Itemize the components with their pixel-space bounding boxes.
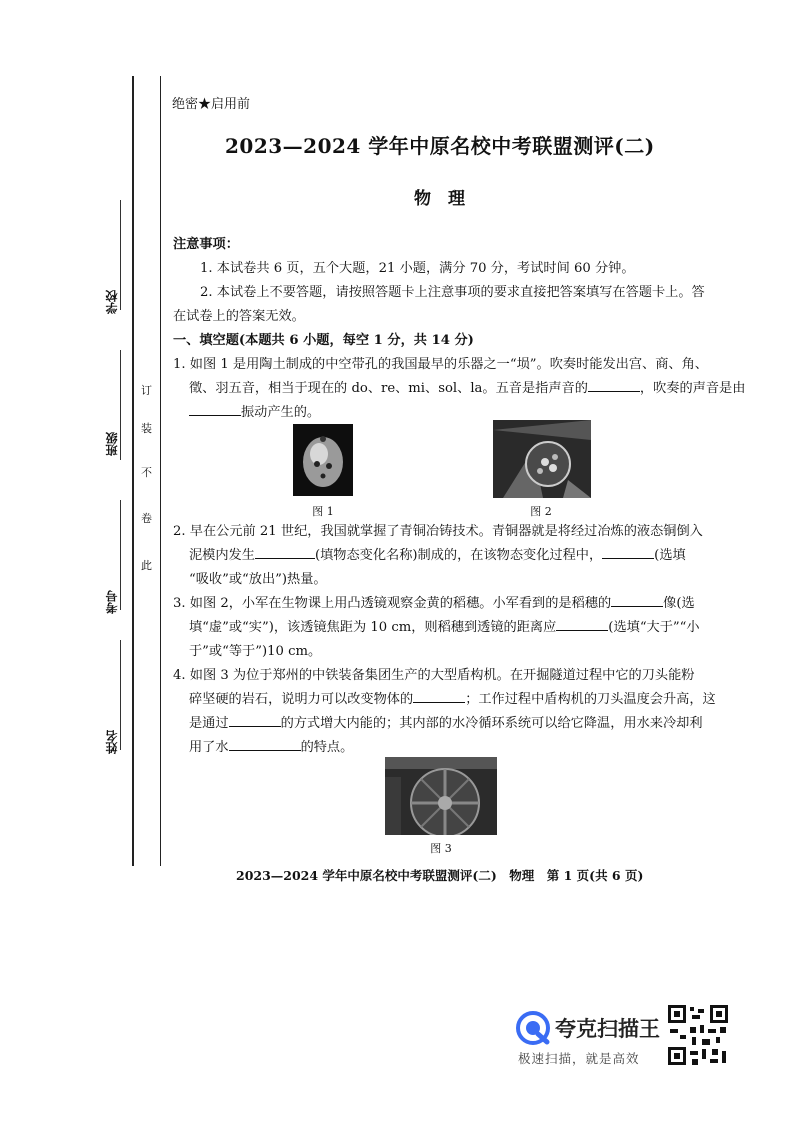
scanner-app-name: 夸克扫描王	[555, 1017, 660, 1041]
q4-text-4b: 的特点。	[300, 740, 354, 755]
school-label: 学校	[105, 290, 119, 314]
q1-blank-2	[189, 401, 241, 416]
q2-blank-2	[602, 544, 654, 559]
name-label: 姓名	[105, 730, 119, 754]
tunnel-boring-machine-icon	[385, 757, 497, 835]
q3-line-1	[173, 591, 695, 616]
q2-line-1: 2. 早在公元前 21 世纪，我国就掌握了青铜冶铸技术。青铜器就是将经过冶炼的液态铜倒入	[173, 524, 703, 539]
class-underline	[120, 350, 121, 460]
q1-text-3: 振动产生的。	[241, 405, 321, 420]
q4-text-2a: 碎坚硬的岩石，说明力可以改变物体的	[189, 692, 414, 707]
q2-text-2a: 泥模内发生	[189, 548, 255, 563]
q4-blank-1	[413, 688, 465, 703]
q2-blank-1	[255, 544, 315, 559]
section-heading: 一、填空题(本题共 6 小题，每空 1 分，共 14 分)	[173, 333, 474, 348]
q1-text-2a: 徵、羽五音，相当于现在的 do、re、mi、sol、la。五音是指声音的	[189, 381, 588, 396]
q2-line-3: “吸收”或“放出”)热量。	[189, 572, 327, 587]
notes-item-3: 在试卷上的答案无效。	[173, 309, 305, 324]
q2-line-2	[189, 543, 686, 568]
q4-line-2	[189, 687, 716, 712]
exam-title: 2023—2024 学年中原名校中考联盟测评(二)	[225, 134, 655, 158]
page-footer: 2023—2024 学年中原名校中考联盟测评(二) 物理 第 1 页(共 6 页)	[236, 868, 644, 883]
notes-item-2: 2. 本试卷上不要答题，请按照答题卡上注意事项的要求直接把答案填写在答题卡上。答	[200, 285, 705, 300]
q3-text-2b: (选填“大于”“小	[608, 620, 700, 635]
q1-text-2b: ，吹奏的声音是由	[639, 381, 746, 396]
q4-line-4	[189, 735, 353, 760]
figure-1-caption: 图 1	[312, 505, 334, 518]
figure-1-xun-image	[293, 424, 353, 496]
q4-text-3b: 的方式增大内能的；其内部的水冷循环系统可以给它降温，用水来冷却利	[280, 716, 703, 731]
q4-line-1: 4. 如图 3 为位于郑州的中铁装备集团生产的大型盾构机。在开掘隧道过程中它的刀头能粉	[173, 668, 695, 683]
q3-text-2a: 填“虚”或“实”)，该透镜焦距为 10 cm，则稻穗到透镜的距离应	[189, 620, 557, 635]
q4-blank-2	[229, 712, 281, 727]
q1-line-2	[189, 376, 745, 401]
lens-rice-icon	[493, 420, 591, 498]
figure-3-caption: 图 3	[430, 842, 452, 855]
figure-2-lens-image	[493, 420, 591, 498]
subject-title: 物 理	[414, 189, 465, 209]
xun-icon	[293, 424, 353, 496]
figure-3-tbm-image	[385, 757, 497, 835]
seal-char-3: 不	[141, 466, 152, 479]
secret-label: 绝密★启用前	[172, 97, 251, 112]
seal-char-2: 卷	[141, 512, 152, 525]
binding-line-inner	[160, 76, 161, 866]
q1-blank-1	[588, 377, 640, 392]
q4-text-3a: 是通过	[189, 716, 229, 731]
q3-blank-1	[611, 592, 663, 607]
name-underline	[120, 640, 121, 750]
q2-text-2c: (选填	[654, 548, 686, 563]
q3-text-1a: 3. 如图 2，小军在生物课上用凸透镜观察金黄的稻穗。小军看到的是稻穗的	[173, 596, 612, 611]
scanner-slogan: 极速扫描，就是高效	[518, 1051, 640, 1066]
school-underline	[120, 200, 121, 310]
q3-line-3: 于”或“等于”)10 cm。	[189, 644, 322, 659]
seal-char-5: 订	[141, 384, 152, 397]
exam-no-label: 考号	[105, 590, 119, 614]
scanner-logo-icon	[516, 1011, 550, 1045]
q4-text-4a: 用了水	[189, 740, 229, 755]
notes-item-1: 1. 本试卷共 6 页，五个大题，21 小题，满分 70 分，考试时间 60 分钟。	[200, 261, 635, 276]
figure-2-caption: 图 2	[530, 505, 552, 518]
binding-line-outer	[132, 76, 134, 866]
q1-line-1: 1. 如图 1 是用陶土制成的中空带孔的我国最早的乐器之一“埙”。吹奏时能发出宫、商、角、	[173, 357, 708, 372]
exam-no-underline	[120, 500, 121, 610]
q4-line-3	[189, 711, 703, 736]
notes-heading: 注意事项：	[173, 237, 239, 252]
class-label: 班级	[105, 432, 119, 456]
q4-blank-3	[229, 736, 301, 751]
qr-code-icon	[666, 1003, 730, 1067]
q3-text-1b: 像(选	[663, 596, 695, 611]
seal-char-4: 装	[141, 422, 152, 435]
q1-line-3	[189, 400, 320, 425]
seal-char-1: 此	[141, 559, 152, 572]
q3-blank-2	[556, 616, 608, 631]
q4-text-2b: ；工作过程中盾构机的刀头温度会升高，这	[465, 692, 716, 707]
q3-line-2	[189, 615, 700, 640]
q2-text-2b: (填物态变化名称)制成的，在该物态变化过程中，	[314, 548, 603, 563]
